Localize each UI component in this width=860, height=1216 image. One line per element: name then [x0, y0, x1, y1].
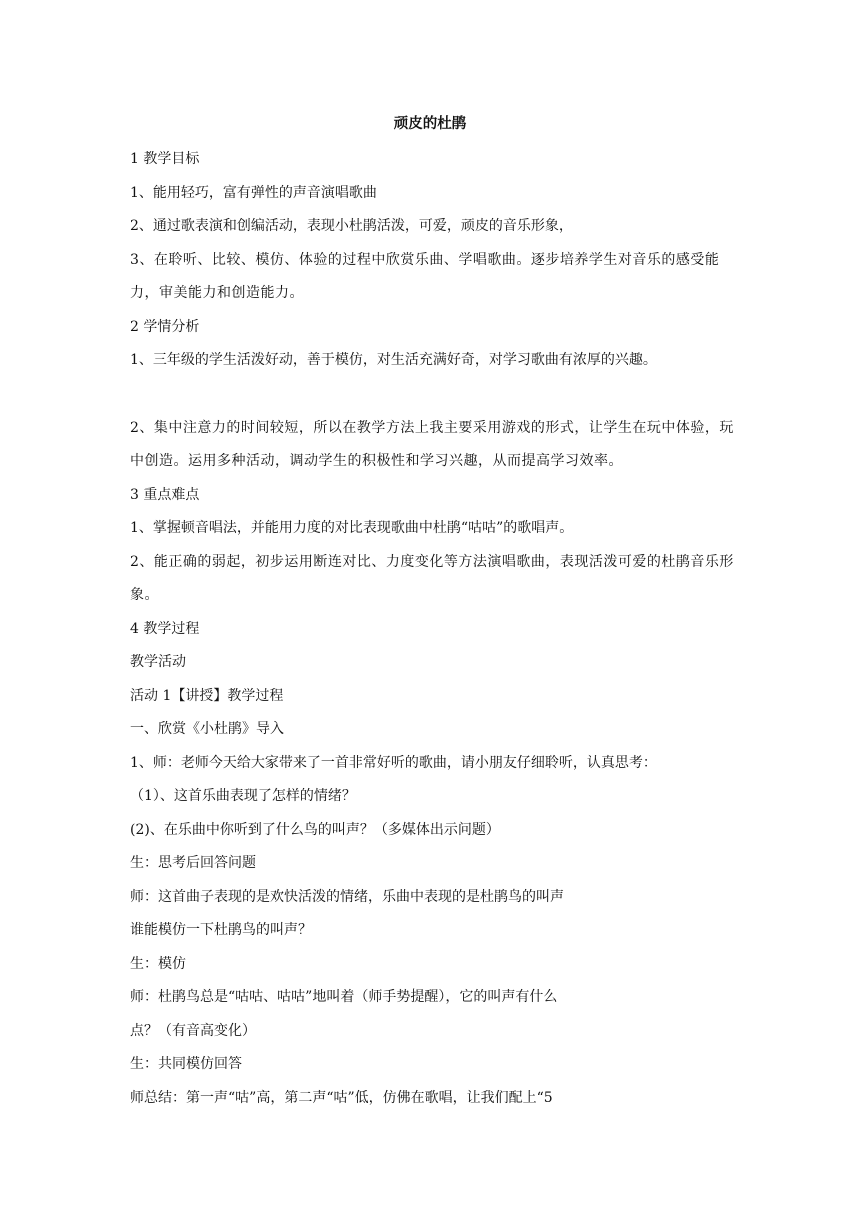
paragraph-line: 师：杜鹃鸟总是“咕咕、咕咕”地叫着（师手势提醒），它的叫声有什么: [130, 989, 558, 1005]
paragraph-line: 1、三年级的学生活泼好动，善于模仿，对生活充满好奇，对学习歌曲有浓厚的兴趣。: [130, 352, 657, 368]
paragraph-line: 点？（有音高变化）: [130, 1022, 256, 1039]
paragraph: 2、能正确的弱起，初步运用断连对比、力度变化等方法演唱歌曲，表现活泼可爱的杜鹃音乐形象。: [130, 553, 734, 603]
paragraph-line: （1）、这首乐曲表现了怎样的情绪？: [130, 788, 356, 804]
paragraph-line: 生：模仿: [130, 955, 186, 972]
section-heading-student-analysis: 2 学情分析: [130, 318, 200, 335]
paragraph-line: 师总结：第一声“咕”高，第二声“咕”低，仿佛在歌唱，让我们配上“5: [130, 1089, 553, 1106]
paragraph-line: 教学活动: [130, 654, 186, 670]
paragraph-line: 1、掌握顿音唱法，并能用力度的对比表现歌曲中杜鹃“咕咕”的歌唱声。: [130, 520, 574, 536]
section-heading-key-points: 3 重点难点: [130, 486, 200, 503]
paragraph: 3、在聆听、比较、模仿、体验的过程中欣赏乐曲、学唱歌曲。逐步培养学生对音乐的感受能力，审美能力和创造能力。: [130, 251, 720, 301]
paragraph-line: 谁能模仿一下杜鹃鸟的叫声？: [130, 922, 312, 938]
paragraph-line: 活动 1【讲授】教学过程: [130, 687, 284, 704]
paragraph: 2、集中注意力的时间较短，所以在教学方法上我主要采用游戏的形式，让学生在玩中体验，玩中创造。运用多种活动，调动学生的积极性和学习兴趣，从而提高学习效率。: [130, 419, 734, 469]
paragraph-line: 生：共同模仿回答: [130, 1056, 242, 1072]
blank-line: [130, 378, 735, 412]
section-heading-teaching-goals: 1 教学目标: [130, 151, 200, 167]
paragraph-line: 生：思考后回答问题: [130, 855, 256, 871]
paragraph-line: 1、师：老师今天给大家带来了一首非常好听的歌曲，请小朋友仔细聆听，认真思考：: [130, 754, 657, 771]
paragraph-line: 一、欣赏《小杜鹃》导入: [130, 721, 284, 737]
paragraph-line: 1、能用轻巧，富有弹性的声音演唱歌曲: [130, 184, 377, 201]
paragraph-line: 2、通过歌表演和创编活动，表现小杜鹃活泼，可爱，顽皮的音乐形象，: [130, 218, 573, 234]
document-body: [130, 143, 735, 1115]
document-title: 顽皮的杜鹃: [393, 116, 467, 132]
paragraph-line: 师：这首曲子表现的是欢快活泼的情绪，乐曲中表现的是杜鹃鸟的叫声: [130, 888, 564, 905]
paragraph-line: (2)、在乐曲中你听到了什么鸟的叫声？（多媒体出示问题）: [130, 821, 500, 838]
section-heading-teaching-process: 4 教学过程: [130, 620, 200, 637]
